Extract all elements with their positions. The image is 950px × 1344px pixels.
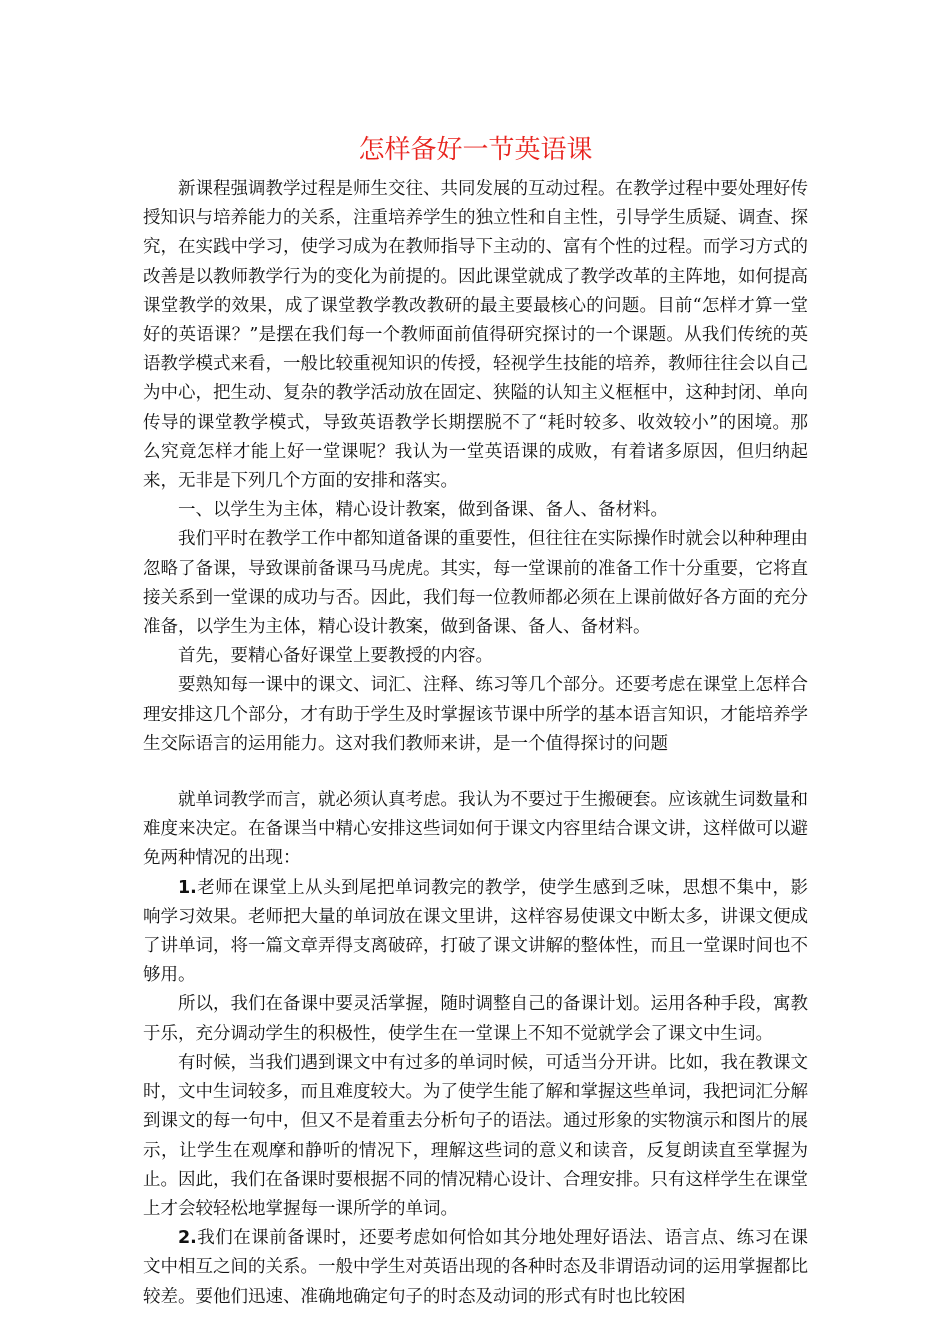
paragraph-know-lesson: 要熟知每一课中的课文、词汇、注释、练习等几个部分。还要考虑在课堂上怎样合理安排这几个部分，才有助于学生及时掌握该节课中所学的基本语言知识，才能培养学生交际语言的运用能力。这对我们教师来讲，是一个值得探讨的问题 [143, 675, 808, 754]
list-text-1: 老师在课堂上从头到尾把单词教完的教学，使学生感到乏味，思想不集中，影响学习效果。老师把大量的单词放在课文里讲，这样容易使课文中断太多，讲课文便成了讲单词，将一篇文章弄得支离破碎，打破了课文讲解的整体性，而且一堂课时间也不够用。 [143, 877, 808, 986]
list-item-1 [143, 874, 808, 991]
document-title: 怎样备好一节英语课 [358, 135, 593, 165]
paragraph-flexible: 所以，我们在备课中要灵活掌握，随时调整自己的备课计划。运用各种手段，寓教于乐，充分调动学生的积极性，使学生在一堂课上不知不觉就学会了课文中生词。 [143, 994, 808, 1044]
section-heading-one: 一、以学生为主体，精心设计教案，做到备课、备人、备材料。 [178, 500, 668, 521]
blank-gap [143, 759, 808, 786]
list-number-2: 2. [178, 1228, 197, 1249]
list-number-1: 1. [178, 877, 197, 898]
intro-paragraph: 新课程强调教学过程是师生交往、共同发展的互动过程。在教学过程中要处理好传授知识与培养能力的关系，注重培养学生的独立性和自主性，引导学生质疑、调查、探究，在实践中学习，使学习成为在教师指导下主动的、富有个性的过程。而学习方式的改善是以教师教学行为的变化为前提的。因此课堂就成了教学改革的主阵地，如何提高课堂教学的效果，成了课堂教学教改教研的最主要最核心的问题。目前“怎样才算一堂好的英语课？”是摆在我们每一个教师面前值得研究探讨的一个课题。从我们传统的英语教学模式来看，一般比较重视知识的传授，轻视学生技能的培养，教师往往会以自己为中心，把生动、复杂的教学活动放在固定、狭隘的认知主义框框中，这种封闭、单向传导的课堂教学模式，导致英语教学长期摆脱不了“耗时较多、收效较小”的困境。那么究竟怎样才能上好一堂课呢？我认为一堂英语课的成败，有着诸多原因，但归纳起来，无非是下列几个方面的安排和落实。 [143, 179, 808, 492]
paragraph-first: 首先，要精心备好课堂上要教授的内容。 [178, 646, 493, 667]
paragraph-sometimes: 有时候，当我们遇到课文中有过多的单词时候，可适当分开讲。比如，我在教课文时，文中生词较多，而且难度较大。为了使学生能了解和掌握这些单词，我把词汇分解到课文的每一句中，但又不是着重去分析句子的语法。通过形象的实物演示和图片的展示，让学生在观摩和静听的情况下，理解这些词的意义和读音，反复朗读直至掌握为止。因此，我们在备课时要根据不同的情况精心设计、合理安排。只有这样学生在课堂上才会较轻松地掌握每一课所学的单词。 [143, 1052, 808, 1219]
document-page [143, 130, 808, 1312]
list-text-2: 我们在课前备课时，还要考虑如何恰如其分地处理好语法、语言点、练习在课文中相互之间的关系。一般中学生对英语出现的各种时态及非谓语动词的运用掌握都比较差。要他们迅速、准确地确定句子的时态及动词的形式有时也比较困 [143, 1228, 808, 1307]
paragraph-vocab: 就单词教学而言，就必须认真考虑。我认为不要过于生搬硬套。应该就生词数量和难度来决定。在备课当中精心安排这些词如何于课文内容里结合课文讲，这样做可以避免两种情况的出现： [143, 790, 808, 869]
list-item-2 [143, 1224, 808, 1312]
paragraph-lesson-prep: 我们平时在教学工作中都知道备课的重要性，但往往在实际操作时就会以种种理由忽略了备课，导致课前备课马马虎虎。其实，每一堂课前的准备工作十分重要，它将直接关系到一堂课的成功与否。因此，我们每一位教师都必须在上课前做好各方面的充分准备，以学生为主体，精心设计教案，做到备课、备人、备材料。 [143, 529, 808, 638]
